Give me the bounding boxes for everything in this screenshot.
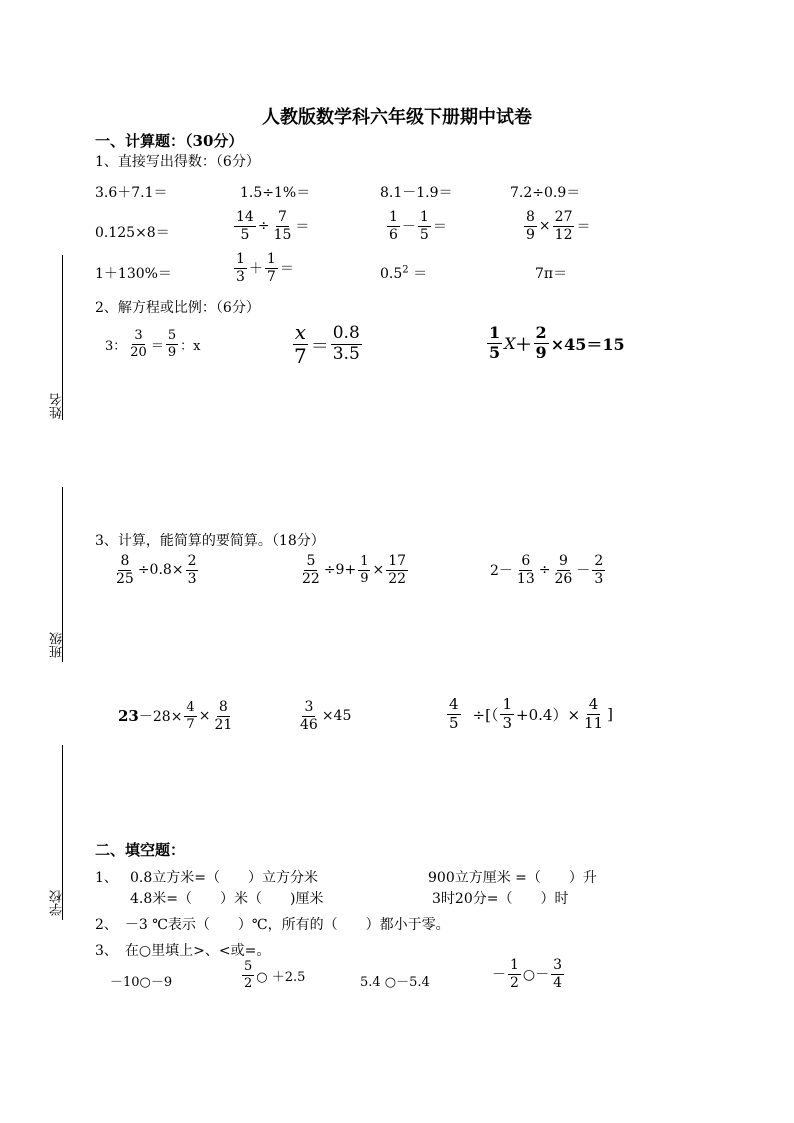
num: 4 [186, 700, 195, 716]
eq: ＝ [432, 219, 447, 236]
fill1c: 4.8米=（ ）米（ )厘米 [130, 891, 324, 907]
op: ＋ [515, 334, 532, 354]
fill1a: 0.8立方米=（ ）立方分米 [130, 870, 318, 886]
eq: ＝ [150, 338, 164, 354]
num: 14 [236, 209, 254, 225]
den: 5 [419, 226, 429, 243]
q1-r2-item4 [522, 210, 590, 242]
den: 9 [526, 226, 535, 243]
op: +0.4）× [516, 705, 581, 724]
den: 9 [360, 570, 369, 586]
class-label: 班级 [50, 632, 65, 658]
q1-r2-item2 [232, 210, 309, 242]
den: 4 [553, 974, 563, 991]
q3-calc2 [298, 554, 410, 586]
den: 5 [489, 342, 501, 362]
eq: ＝ [310, 335, 329, 357]
q2-eq1 [105, 329, 200, 359]
num: x [294, 320, 306, 344]
num: 4 [588, 695, 599, 713]
den: 22 [302, 570, 320, 587]
num: 1 [489, 323, 501, 342]
den: 3.5 [332, 344, 360, 364]
den: 7 [186, 716, 195, 732]
exponent: 2 [402, 264, 409, 276]
eq: ＝ [408, 266, 428, 282]
den: 25 [116, 570, 134, 587]
term: ○ ＋2.5 [256, 969, 306, 985]
num: 1 [419, 209, 429, 225]
op: － [576, 563, 591, 580]
fill1b: 900立方厘米 =（ ）升 [428, 870, 597, 886]
section2-heading: 二、填空题： [95, 841, 186, 859]
q1-r3-item3 [380, 263, 427, 283]
den: 9 [535, 342, 547, 362]
den: 7 [294, 344, 307, 368]
q2-heading: 2、解方程或比例：（6分） [95, 300, 260, 316]
q1-r1-item1: 3.6＋7.1＝ [95, 185, 168, 201]
op: ○－ [522, 967, 550, 984]
term: 23 [118, 707, 139, 726]
q3-calc1 [112, 554, 200, 586]
den: 9 [167, 344, 177, 360]
q3-calc6 [445, 697, 613, 732]
den: 3 [236, 268, 245, 285]
q1-r1-item4: 7.2÷0.9＝ [510, 185, 581, 201]
den: 5 [449, 713, 459, 732]
den: 12 [554, 226, 573, 243]
q3-heading: 3、计算，能简算的要简算。（18分） [95, 533, 325, 549]
op: ÷ [538, 562, 551, 579]
compare1: －10○－9 [110, 975, 173, 990]
num: 8 [218, 699, 228, 715]
op: ＋ [248, 261, 263, 278]
num: 5 [306, 553, 316, 569]
num: 2 [535, 323, 547, 342]
num: 5 [244, 959, 253, 974]
num: 1 [389, 209, 398, 225]
num: 5 [167, 328, 177, 343]
term: －28× [138, 709, 183, 726]
q3-calc5 [296, 700, 351, 732]
op: ÷0.8× [137, 562, 184, 579]
num: 8 [120, 553, 130, 569]
num: 17 [388, 553, 407, 569]
den: 3 [502, 713, 513, 732]
var: X [504, 333, 516, 353]
q1-r3-item2 [232, 252, 294, 284]
num: 3 [304, 699, 314, 715]
page-title: 人教版数学科六年级下册期中试卷 [262, 107, 532, 128]
den: 15 [273, 226, 292, 243]
den: 2 [244, 975, 253, 991]
num: 3 [134, 328, 143, 343]
term: 3： [105, 338, 127, 354]
num: 9 [558, 553, 568, 569]
term: ：x [180, 338, 201, 354]
term: － [492, 967, 506, 984]
op: ÷ [257, 218, 270, 235]
num: 0.8 [332, 323, 360, 344]
num: 1 [510, 957, 519, 973]
term: 2－ [490, 563, 513, 580]
num: 7 [278, 209, 287, 225]
den: 2 [510, 974, 519, 991]
q1-r1-item2: 1.5÷1%＝ [240, 185, 311, 201]
term: ×45＝15 [550, 334, 625, 354]
fill3: 3、 在○里填上>、<或=。 [95, 943, 271, 959]
num: 4 [449, 695, 459, 713]
op: ×45 [321, 708, 352, 725]
q2-eq3 [485, 325, 625, 362]
section1-heading: 一、计算题：（30分） [95, 132, 244, 150]
num: 2 [187, 553, 197, 569]
eq: ＝ [295, 219, 310, 236]
fill2: 2、 －3 ℃表示（ ）℃，所有的（ ）都小于零。 [95, 917, 450, 933]
school-label: 学校 [50, 890, 65, 916]
compare3: 5.4 ○－5.4 [360, 975, 430, 990]
op: ÷9+ [323, 562, 357, 579]
den: 20 [130, 344, 147, 360]
op: － [401, 219, 416, 236]
num: 1 [236, 251, 245, 267]
num: 8 [526, 209, 535, 225]
bracket: ] [607, 705, 613, 724]
q1-r2-item1: 0.125×8＝ [95, 225, 170, 241]
den: 3 [187, 570, 197, 587]
num: 1 [266, 251, 276, 267]
den: 11 [584, 713, 604, 732]
op: × [198, 708, 211, 725]
q1-r3-item1: 1＋130%＝ [95, 266, 172, 282]
num: 1 [360, 554, 369, 570]
den: 7 [266, 268, 276, 285]
name-label: 姓名 [50, 393, 65, 419]
q1-heading: 1、直接写出得数：（6分） [95, 154, 260, 170]
compare2 [240, 960, 305, 990]
num: 1 [502, 695, 513, 713]
den: 3 [594, 570, 604, 587]
compare4 [492, 958, 566, 990]
den: 21 [214, 716, 233, 733]
eq: ＝ [279, 261, 294, 278]
num: 2 [594, 553, 604, 569]
eq: ＝ [576, 219, 591, 236]
num: 27 [554, 209, 573, 225]
num: 3 [553, 957, 563, 973]
den: 6 [389, 226, 398, 243]
den: 26 [554, 570, 573, 587]
q2-eq2 [290, 322, 364, 367]
den: 46 [300, 716, 318, 733]
den: 22 [388, 570, 407, 587]
q3-calc3 [490, 554, 607, 586]
q1-r2-item3 [385, 210, 447, 242]
op: ÷[（ [472, 705, 499, 724]
fill1d: 3时20分=（ ）时 [432, 891, 569, 907]
op: × [538, 218, 551, 235]
q1-r3-item4: 7π＝ [535, 266, 568, 282]
op: × [372, 562, 385, 579]
q3-calc4 [118, 700, 236, 732]
fill1-number: 1、 [95, 870, 118, 886]
base: 0.5 [380, 266, 403, 282]
den: 13 [516, 570, 535, 587]
q1-r1-item3: 8.1－1.9＝ [380, 185, 453, 201]
num: 6 [521, 553, 531, 569]
den: 5 [240, 226, 250, 243]
